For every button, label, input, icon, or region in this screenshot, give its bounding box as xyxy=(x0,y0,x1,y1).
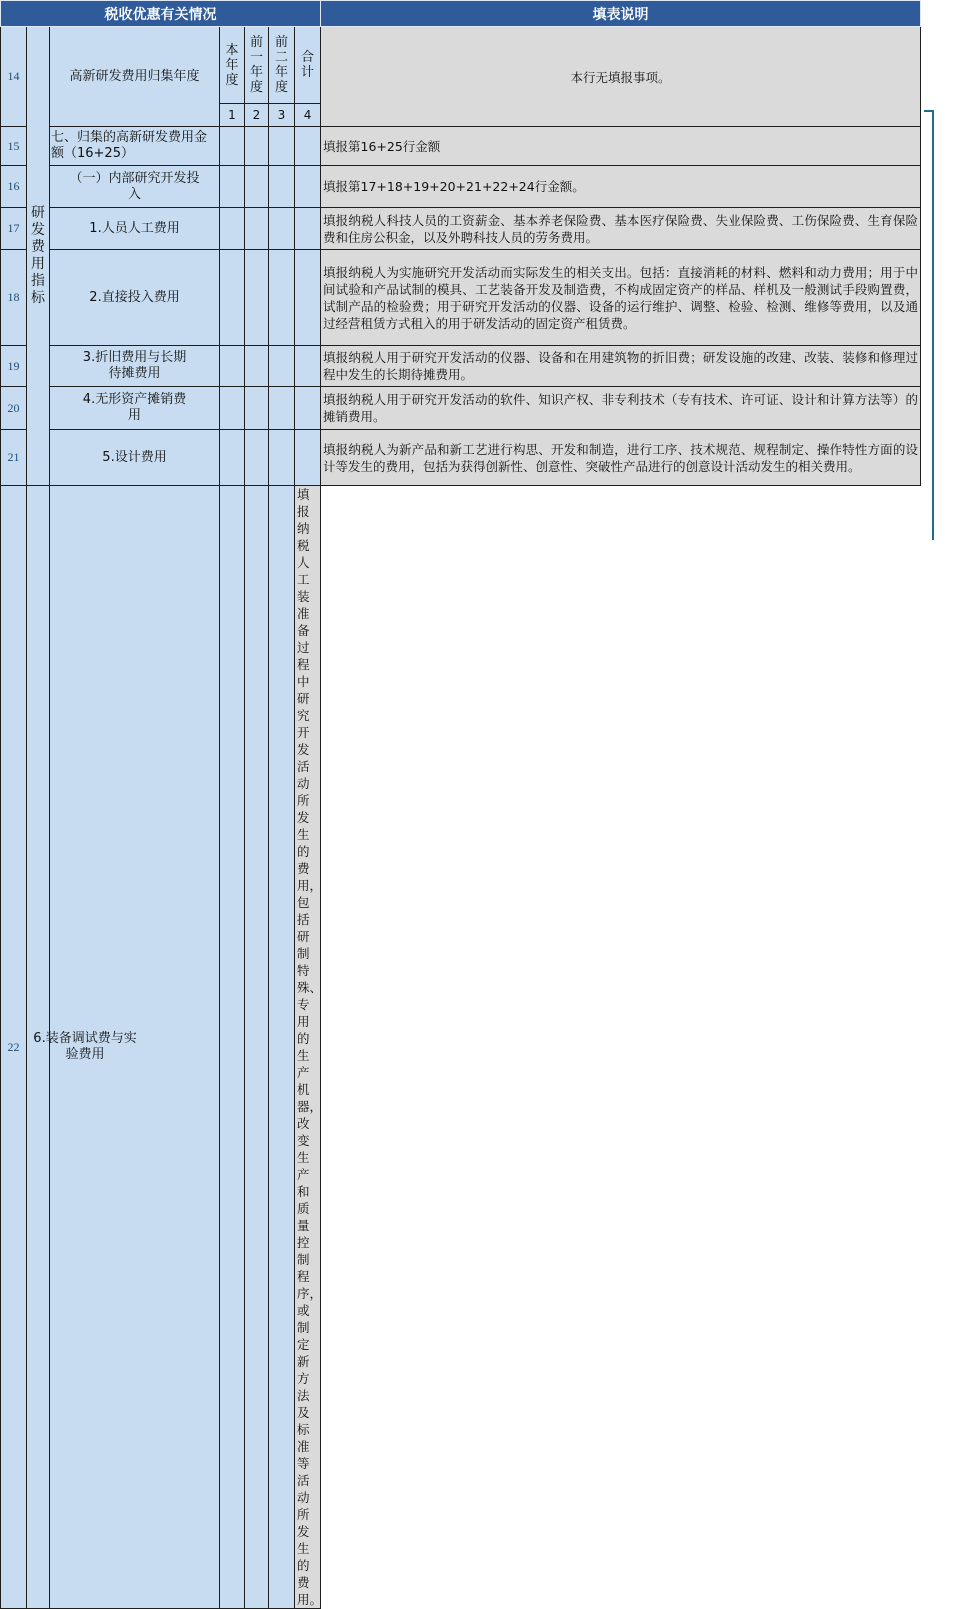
row-number: 21 xyxy=(1,430,27,486)
col-number: 4 xyxy=(295,104,321,127)
row-item: 2.直接投入费用 xyxy=(50,250,220,346)
row-item: 4.无形资产摊销费用 xyxy=(50,387,220,430)
side-bracket-line xyxy=(924,110,934,540)
col-prev-year-2: 前二年度 xyxy=(269,27,295,104)
header-left-title: 税收优惠有关情况 xyxy=(1,1,321,27)
value-cell xyxy=(295,127,321,166)
value-cell xyxy=(269,387,295,430)
col-number: 3 xyxy=(269,104,295,127)
row-number: 18 xyxy=(1,250,27,346)
value-cell xyxy=(220,127,245,166)
value-cell xyxy=(295,430,321,486)
col-number: 1 xyxy=(220,104,245,127)
value-cell xyxy=(269,250,295,346)
row-description: 填报纳税人工装准备过程中研究开发活动所发生的费用，包括研制特殊、专用的生产机器，改变生产和质量控制程序，或制定新方法及标准等活动所发生的费用。 xyxy=(295,486,321,1609)
value-cell xyxy=(220,387,245,430)
value-cell xyxy=(220,166,245,208)
row-description: 本行无填报事项。 xyxy=(321,27,921,127)
value-cell xyxy=(269,430,295,486)
value-cell xyxy=(220,250,245,346)
row-description: 填报纳税人用于研究开发活动的软件、知识产权、非专利技术（专有技术、许可证、设计和计算方法等）的摊销费用。 xyxy=(321,387,921,430)
value-cell xyxy=(220,430,245,486)
value-cell xyxy=(220,346,245,387)
row-number: 15 xyxy=(1,127,27,166)
row-item: 5.设计费用 xyxy=(50,430,220,486)
value-cell xyxy=(245,166,269,208)
col-number: 2 xyxy=(245,104,269,127)
value-cell xyxy=(269,166,295,208)
value-cell xyxy=(245,486,269,1609)
value-cell xyxy=(269,346,295,387)
value-cell xyxy=(295,166,321,208)
row-description: 填报第16+25行金额 xyxy=(321,127,921,166)
row-item: 高新研发费用归集年度 xyxy=(50,27,220,127)
row-item: 6.装备调试费与实验费用 xyxy=(27,486,50,1609)
row-description: 填报纳税人为实施研究开发活动而实际发生的相关支出。包括：直接消耗的材料、燃料和动力费用；用于中间试验和产品试制的模具、工艺装备开发及制造费，不构成固定资产的样品、样机及一般测试手段购置费，试制产品的检验费；用于研究开发活动的仪器、设备的运行维护、调整、检验、检测、维修等费用，以及通过经营租赁方式租入的用于研发活动的固定资产租赁费。 xyxy=(321,250,921,346)
row-description: 填报纳税人用于研究开发活动的仪器、设备和在用建筑物的折旧费；研发设施的改建、改装、装修和修理过程中发生的长期待摊费用。 xyxy=(321,346,921,387)
col-prev-year-1: 前一年度 xyxy=(245,27,269,104)
value-cell xyxy=(220,486,245,1609)
row-description: 填报纳税人为新产品和新工艺进行构思、开发和制造，进行工序、技术规范、规程制定、操作特性方面的设计等发生的费用，包括为获得创新性、创意性、突破性产品进行的创意设计活动发生的相关费用。 xyxy=(321,430,921,486)
category-label: 研发费用指标 xyxy=(27,27,50,486)
col-total: 合计 xyxy=(295,27,321,104)
value-cell xyxy=(245,430,269,486)
value-cell xyxy=(269,208,295,250)
header-right-title: 填表说明 xyxy=(321,1,921,27)
value-cell xyxy=(220,208,245,250)
value-cell xyxy=(245,250,269,346)
value-cell xyxy=(295,346,321,387)
row-item: 3.折旧费用与长期待摊费用 xyxy=(50,346,220,387)
value-cell xyxy=(295,208,321,250)
value-cell xyxy=(245,208,269,250)
value-cell xyxy=(245,387,269,430)
row-number: 17 xyxy=(1,208,27,250)
row-item: 七、归集的高新研发费用金额（16+25） xyxy=(50,127,220,166)
value-cell xyxy=(245,127,269,166)
value-cell xyxy=(245,346,269,387)
value-cell xyxy=(269,127,295,166)
row-item: 1.人员人工费用 xyxy=(50,208,220,250)
row-number: 14 xyxy=(1,27,27,127)
row-number: 19 xyxy=(1,346,27,387)
value-cell xyxy=(295,387,321,430)
value-cell xyxy=(269,486,295,1609)
value-cell xyxy=(295,250,321,346)
row-description: 填报纳税人科技人员的工资薪金、基本养老保险费、基本医疗保险费、失业保险费、工伤保险费、生育保险费和住房公积金，以及外聘科技人员的劳务费用。 xyxy=(321,208,921,250)
row-number: 16 xyxy=(1,166,27,208)
row-item: （一）内部研究开发投入 xyxy=(50,166,220,208)
row-description: 填报第17+18+19+20+21+22+24行金额。 xyxy=(321,166,921,208)
row-number: 20 xyxy=(1,387,27,430)
col-current-year: 本年度 xyxy=(220,27,245,104)
row-number: 22 xyxy=(1,486,27,1609)
